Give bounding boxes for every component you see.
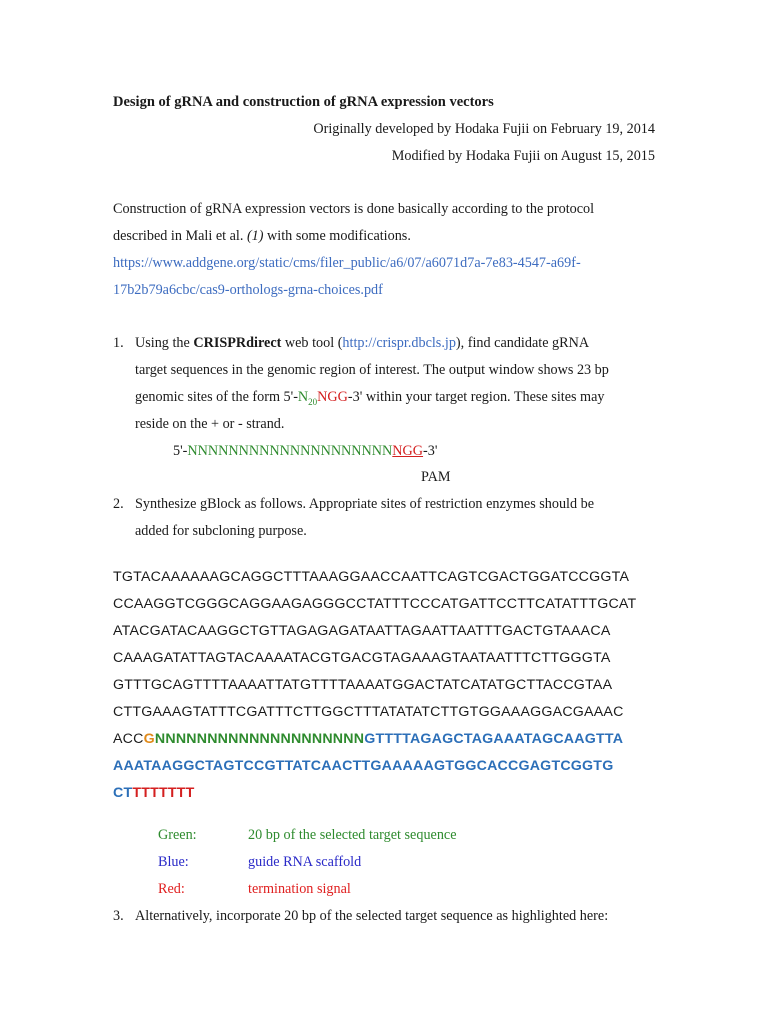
legend-green-key: Green:: [158, 827, 197, 843]
legend-blue-key: Blue:: [158, 854, 189, 870]
step-1-form-text: genomic sites of the form 5'-: [135, 389, 298, 405]
seq-3prime: -3': [423, 443, 438, 459]
step-1-number: 1.: [113, 335, 124, 351]
seq-pam-ngg: NGG: [392, 443, 424, 459]
crisprdirect-label: CRISPRdirect: [193, 335, 282, 351]
gblock-prefix: ACC: [113, 731, 144, 747]
addgene-link-line-2[interactable]: 17b2b79a6cbc/cas9-orthologs-grna-choices.pdf: [113, 282, 383, 298]
gblock-line-3: ATACGATACAAGGCTGTTAGAGAGATAATTAGAATTAATTTGACTGTAAACA: [113, 623, 611, 639]
step-2-line-2: added for subcloning purpose.: [135, 523, 307, 539]
target-sequence-template: [173, 441, 437, 461]
step-3-line-1: Alternatively, incorporate 20 bp of the selected target sequence as highlighted here:: [135, 908, 609, 924]
n-letter: N: [297, 389, 309, 405]
gblock-line-5: GTTTGCAGTTTTAAAATTATGTTTTAAAATGGACTATCATATGCTTACCGTAA: [113, 677, 613, 693]
step-1-text-b: web tool (: [281, 335, 343, 351]
gblock-line-6: CTTGAAAGTATTTCGATTTCTTGGCTTTATATATCTTGTGGAAAGGACGAAAC: [113, 704, 624, 720]
pam-label: PAM: [421, 469, 451, 485]
gblock-scaffold-end: CT: [113, 785, 133, 801]
gblock-line-1: TGTACAAAAAAGCAGGCTTTAAAGGAACCAATTCAGTCGACTGGATCCGGTA: [113, 569, 630, 585]
seq-5prime: 5'-: [173, 443, 188, 459]
gblock-target-n: NNNNNNNNNNNNNNNNNNNN: [154, 731, 365, 747]
step-1-form-text-end: -3' within your target region. These sites may: [347, 389, 605, 405]
gblock-scaffold-start: GTTTTAGAGCTAGAAATAGCAAGTTA: [364, 731, 624, 747]
step-3-number: 3.: [113, 908, 124, 924]
gblock-line-9: [113, 783, 195, 803]
step-1-line-2: target sequences in the genomic region of interest. The output window shows 23 bp: [135, 362, 609, 378]
step-1-line-1: [135, 333, 589, 353]
step-1-text-c: ), find candidate gRNA: [455, 335, 590, 351]
intro-text-end: with some modifications.: [263, 228, 411, 244]
document-title: Design of gRNA and construction of gRNA expression vectors: [113, 94, 494, 110]
gblock-line-8: AAATAAGGCTAGTCCGTTATCAACTTGAAAAAGTGGCACCGAGTCGGTG: [113, 758, 614, 774]
n-subscript: 20: [308, 396, 318, 407]
seq-target-n: NNNNNNNNNNNNNNNNNNNN: [187, 443, 393, 459]
reference-marker: (1): [246, 228, 264, 244]
step-2-number: 2.: [113, 496, 124, 512]
credit-original: Originally developed by Hodaka Fujii on February 19, 2014: [313, 121, 655, 137]
legend-red-value: termination signal: [248, 881, 351, 897]
gblock-line-4: CAAAGATATTAGTACAAAATACGTGACGTAGAAAGTAATAATTTCTTGGGTA: [113, 650, 611, 666]
intro-line-2: [113, 226, 411, 246]
step-1-text: Using the: [135, 335, 194, 351]
step-1-line-3: [135, 387, 605, 412]
credit-modified: Modified by Hodaka Fujii on August 15, 2015: [391, 148, 655, 164]
legend-green-value: 20 bp of the selected target sequence: [248, 827, 457, 843]
gblock-g-base: G: [143, 731, 155, 747]
crisprdirect-link[interactable]: http://crispr.dbcls.jp: [342, 335, 456, 351]
legend-red-key: Red:: [158, 881, 185, 897]
ngg-label: NGG: [317, 389, 348, 405]
gblock-line-2: CCAAGGTCGGGCAGGAAGAGGGCCTATTTCCCATGATTCCTTCATATTTGCAT: [113, 596, 637, 612]
step-1-line-4: reside on the + or - strand.: [135, 416, 285, 432]
step-2-line-1: Synthesize gBlock as follows. Appropriate sites of restriction enzymes should be: [135, 496, 595, 512]
legend-blue-value: guide RNA scaffold: [248, 854, 362, 870]
intro-line-1: Construction of gRNA expression vectors is done basically according to the protocol: [113, 201, 595, 217]
n20-label: [298, 389, 317, 405]
intro-text: described in Mali et al.: [113, 228, 247, 244]
gblock-termination: TTTTTTT: [132, 785, 195, 801]
gblock-line-7: [113, 729, 623, 749]
addgene-link-line-1[interactable]: https://www.addgene.org/static/cms/filer_public/a6/07/a6071d7a-7e83-4547-a69f-: [113, 255, 581, 271]
